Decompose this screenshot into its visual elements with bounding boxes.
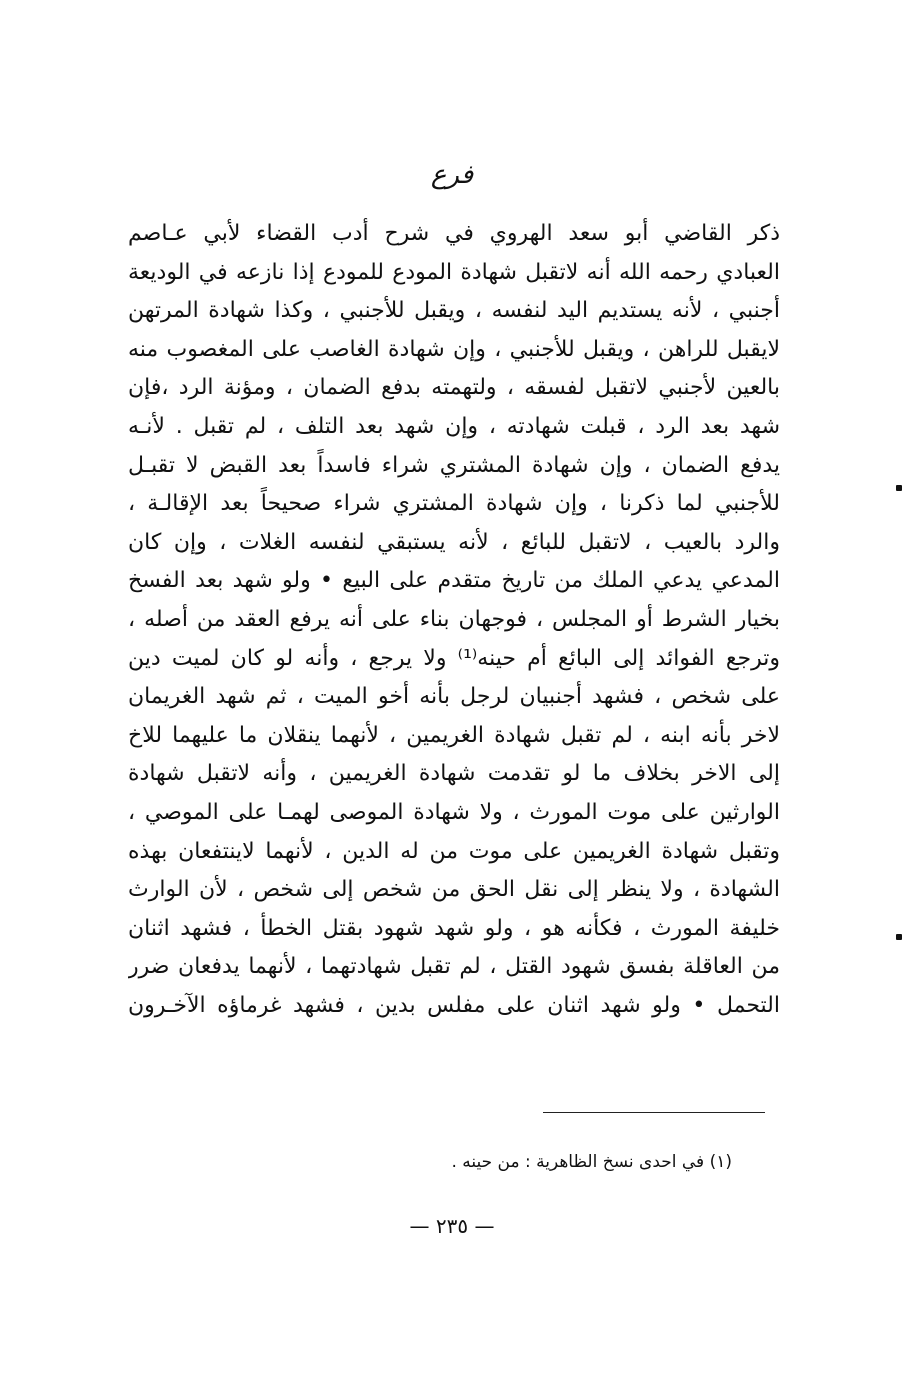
section-heading: فرع xyxy=(430,160,474,190)
text-line: وترجع الفوائد إلى البائع أم حينه⁽¹⁾ ولا يرجع ، وأنه لو كان لميت دين xyxy=(128,645,780,671)
margin-mark xyxy=(896,934,902,940)
text-line: على شخص ، فشهد أجنبيان لرجل بأنه أخو الميت ، ثم شهد الغريمان xyxy=(128,684,780,710)
text-line: خليفة المورث ، فكأنه هو ، ولو شهد شهود بقتل الخطأ ، فشهد اثنان xyxy=(128,915,780,941)
footnote-separator xyxy=(543,1112,765,1113)
text-line: العبادي رحمه الله أنه لاتقبل شهادة المودع للمودع إذا نازعه في الوديعة xyxy=(128,259,780,285)
text-line: والرد بالعيب ، لاتقبل للبائع ، لأنه يستبقي لنفسه الغلات ، وإن كان xyxy=(128,529,780,555)
text-line: المدعي يدعي الملك من تاريخ متقدم على البيع • ولو شهد بعد الفسخ xyxy=(128,568,780,594)
text-line: الوارثين على موت المورث ، ولا شهادة الموصى لهمـا على الموصي ، xyxy=(128,799,780,825)
body-text xyxy=(128,215,780,1025)
text-line: للأجنبي لما ذكرنا ، وإن شهادة المشتري شراء صحيحاً بعد الإقالـة ، xyxy=(128,491,780,517)
text-line: الشهادة ، ولا ينظر إلى نقل الحق من شخص إلى شخص ، لأن الوارث xyxy=(128,877,780,903)
text-line: من العاقلة بفسق شهود القتل ، لم تقبل شهادتهما ، لأنهما يدفعان ضرر xyxy=(128,954,780,980)
text-line: بخيار الشرط أو المجلس ، فوجهان بناء على أنه يرفع العقد من أصله ، xyxy=(128,606,780,632)
text-line: يدفع الضمان ، وإن شهادة المشتري شراء فاسداً بعد القبض لا تقبـل xyxy=(128,452,780,478)
text-line: بالعين لأجنبي لاتقبل لفسقه ، ولتهمته بدفع الضمان ، ومؤنة الرد ،فإن xyxy=(128,375,780,401)
text-line: لاخر بأنه ابنه ، لم تقبل شهادة الغريمين ، لأنهما ينقلان ما عليهما للاخ xyxy=(128,722,780,748)
text-line: إلى الاخر بخلاف ما لو تقدمت شهادة الغريمين ، وأنه لاتقبل شهادة xyxy=(128,761,780,787)
text-line: ذكر القاضي أبو سعد الهروي في شرح أدب القضاء لأبي عـاصم xyxy=(128,221,780,246)
text-line: التحمل • ولو شهد اثنان على مفلس بدين ، فشهد غرماؤه الآخـرون xyxy=(128,992,780,1018)
text-line: شهد بعد الرد ، قبلت شهادته ، وإن شهد بعد التلف ، لم تقبل . لأنـه xyxy=(128,413,780,439)
text-line: أجنبي ، لأنه يستديم اليد لنفسه ، ويقبل للأجنبي ، وكذا شهادة المرتهن xyxy=(128,298,780,324)
text-line: وتقبل شهادة الغريمين على موت من له الدين ، لأنهما لاينتفعان بهذه xyxy=(128,838,780,864)
margin-mark xyxy=(896,485,902,491)
page-number: — ٢٣٥ — xyxy=(409,1214,495,1238)
footnote: (١) في احدى نسخ الظاهرية : من حينه . xyxy=(451,1152,732,1172)
text-line: لايقبل للراهن ، ويقبل للأجنبي ، وإن شهادة الغاصب على المغصوب منه xyxy=(128,336,780,362)
